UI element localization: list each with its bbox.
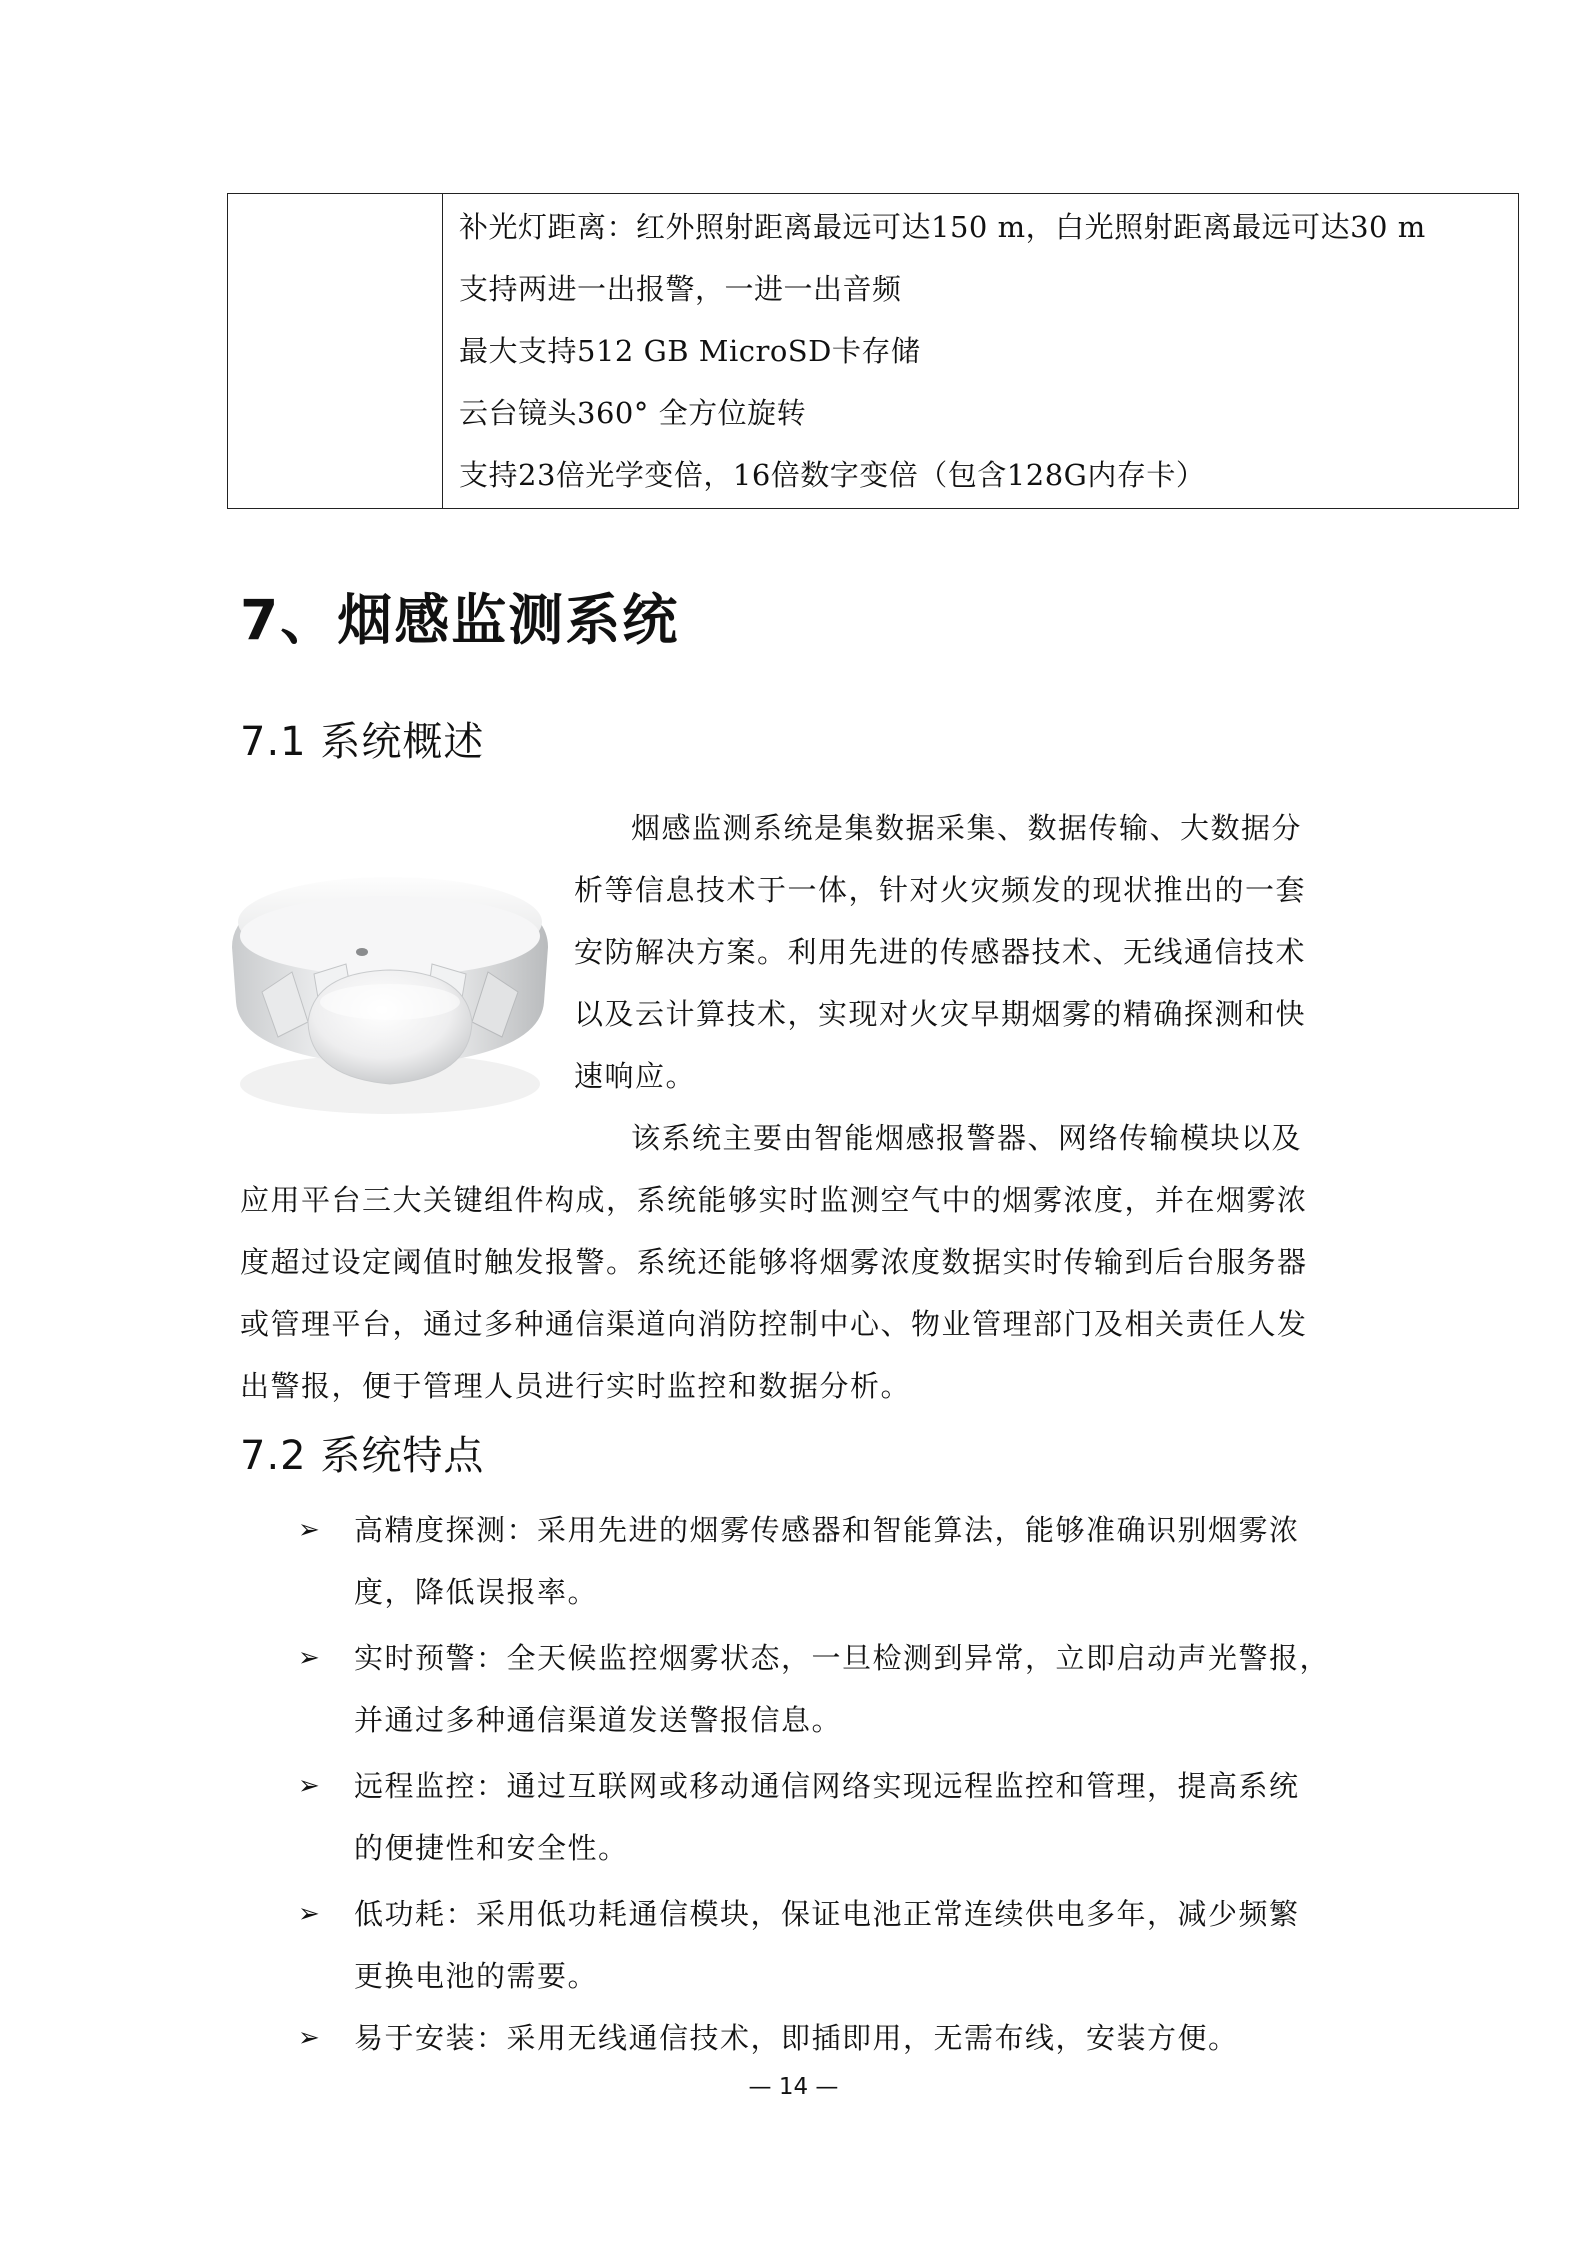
- feature-item-line: 度，降低误报率。: [354, 1575, 599, 1609]
- overview-paragraph-1-line: 析等信息技术于一体，针对火灾频发的现状推出的一套: [574, 873, 1307, 907]
- feature-item-line: 易于安装：采用无线通信技术，即插即用，无需布线，安装方便。: [354, 2021, 1239, 2055]
- feature-item-line: 低功耗：采用低功耗通信模块，保证电池正常连续供电多年，减少频繁: [354, 1897, 1300, 1931]
- bullet-arrow-icon: ➢: [298, 1515, 320, 1545]
- overview-paragraph-2-line: 该系统主要由智能烟感报警器、网络传输模块以及: [631, 1121, 1303, 1155]
- smoke-detector-image: [222, 852, 560, 1122]
- features-heading: 7.2 系统特点: [240, 1433, 485, 1479]
- spec-table: [227, 193, 1519, 509]
- bullet-arrow-icon: ➢: [298, 1771, 320, 1801]
- feature-item-line: 更换电池的需要。: [354, 1959, 599, 1993]
- overview-paragraph-1-line: 速响应。: [574, 1059, 697, 1093]
- bullet-arrow-icon: ➢: [298, 2023, 320, 2053]
- overview-paragraph-1-line: 烟感监测系统是集数据采集、数据传输、大数据分: [631, 811, 1303, 845]
- spec-row: 补光灯距离：红外照射距离最远可达150 m，白光照射距离最远可达30 m: [459, 210, 1426, 244]
- spec-row: 云台镜头360° 全方位旋转: [459, 396, 807, 430]
- overview-heading: 7.1 系统概述: [240, 719, 485, 765]
- feature-item-line: 远程监控：通过互联网或移动通信网络实现远程监控和管理，提高系统: [354, 1769, 1300, 1803]
- feature-item-line: 的便捷性和安全性。: [354, 1831, 629, 1865]
- overview-paragraph-2-line: 应用平台三大关键组件构成，系统能够实时监测空气中的烟雾浓度，并在烟雾浓: [240, 1183, 1308, 1217]
- overview-paragraph-1-line: 以及云计算技术，实现对火灾早期烟雾的精确探测和快: [574, 997, 1307, 1031]
- feature-item-line: 实时预警：全天候监控烟雾状态，一旦检测到异常，立即启动声光警报，: [354, 1641, 1331, 1675]
- spec-row: 最大支持512 GB MicroSD卡存储: [459, 334, 921, 368]
- spec-row: 支持两进一出报警，一进一出音频: [459, 272, 902, 306]
- feature-item-line: 并通过多种通信渠道发送警报信息。: [354, 1703, 843, 1737]
- spec-table-value-cell: [443, 194, 1518, 508]
- overview-paragraph-1-line: 安防解决方案。利用先进的传感器技术、无线通信技术: [574, 935, 1307, 969]
- overview-paragraph-2-line: 度超过设定阈值时触发报警。系统还能够将烟雾浓度数据实时传输到后台服务器: [240, 1245, 1308, 1279]
- spec-row: 支持23倍光学变倍，16倍数字变倍（包含128G内存卡）: [459, 458, 1206, 492]
- page-number: — 14 —: [748, 2074, 839, 2100]
- spec-table-label-cell: [228, 194, 443, 508]
- bullet-arrow-icon: ➢: [298, 1899, 320, 1929]
- overview-paragraph-2-line: 或管理平台，通过多种通信渠道向消防控制中心、物业管理部门及相关责任人发: [240, 1307, 1308, 1341]
- section-title: 7、烟感监测系统: [240, 588, 680, 652]
- bullet-arrow-icon: ➢: [298, 1643, 320, 1673]
- feature-item-line: 高精度探测：采用先进的烟雾传感器和智能算法，能够准确识别烟雾浓: [354, 1513, 1300, 1547]
- overview-paragraph-2-line: 出警报，便于管理人员进行实时监控和数据分析。: [240, 1369, 912, 1403]
